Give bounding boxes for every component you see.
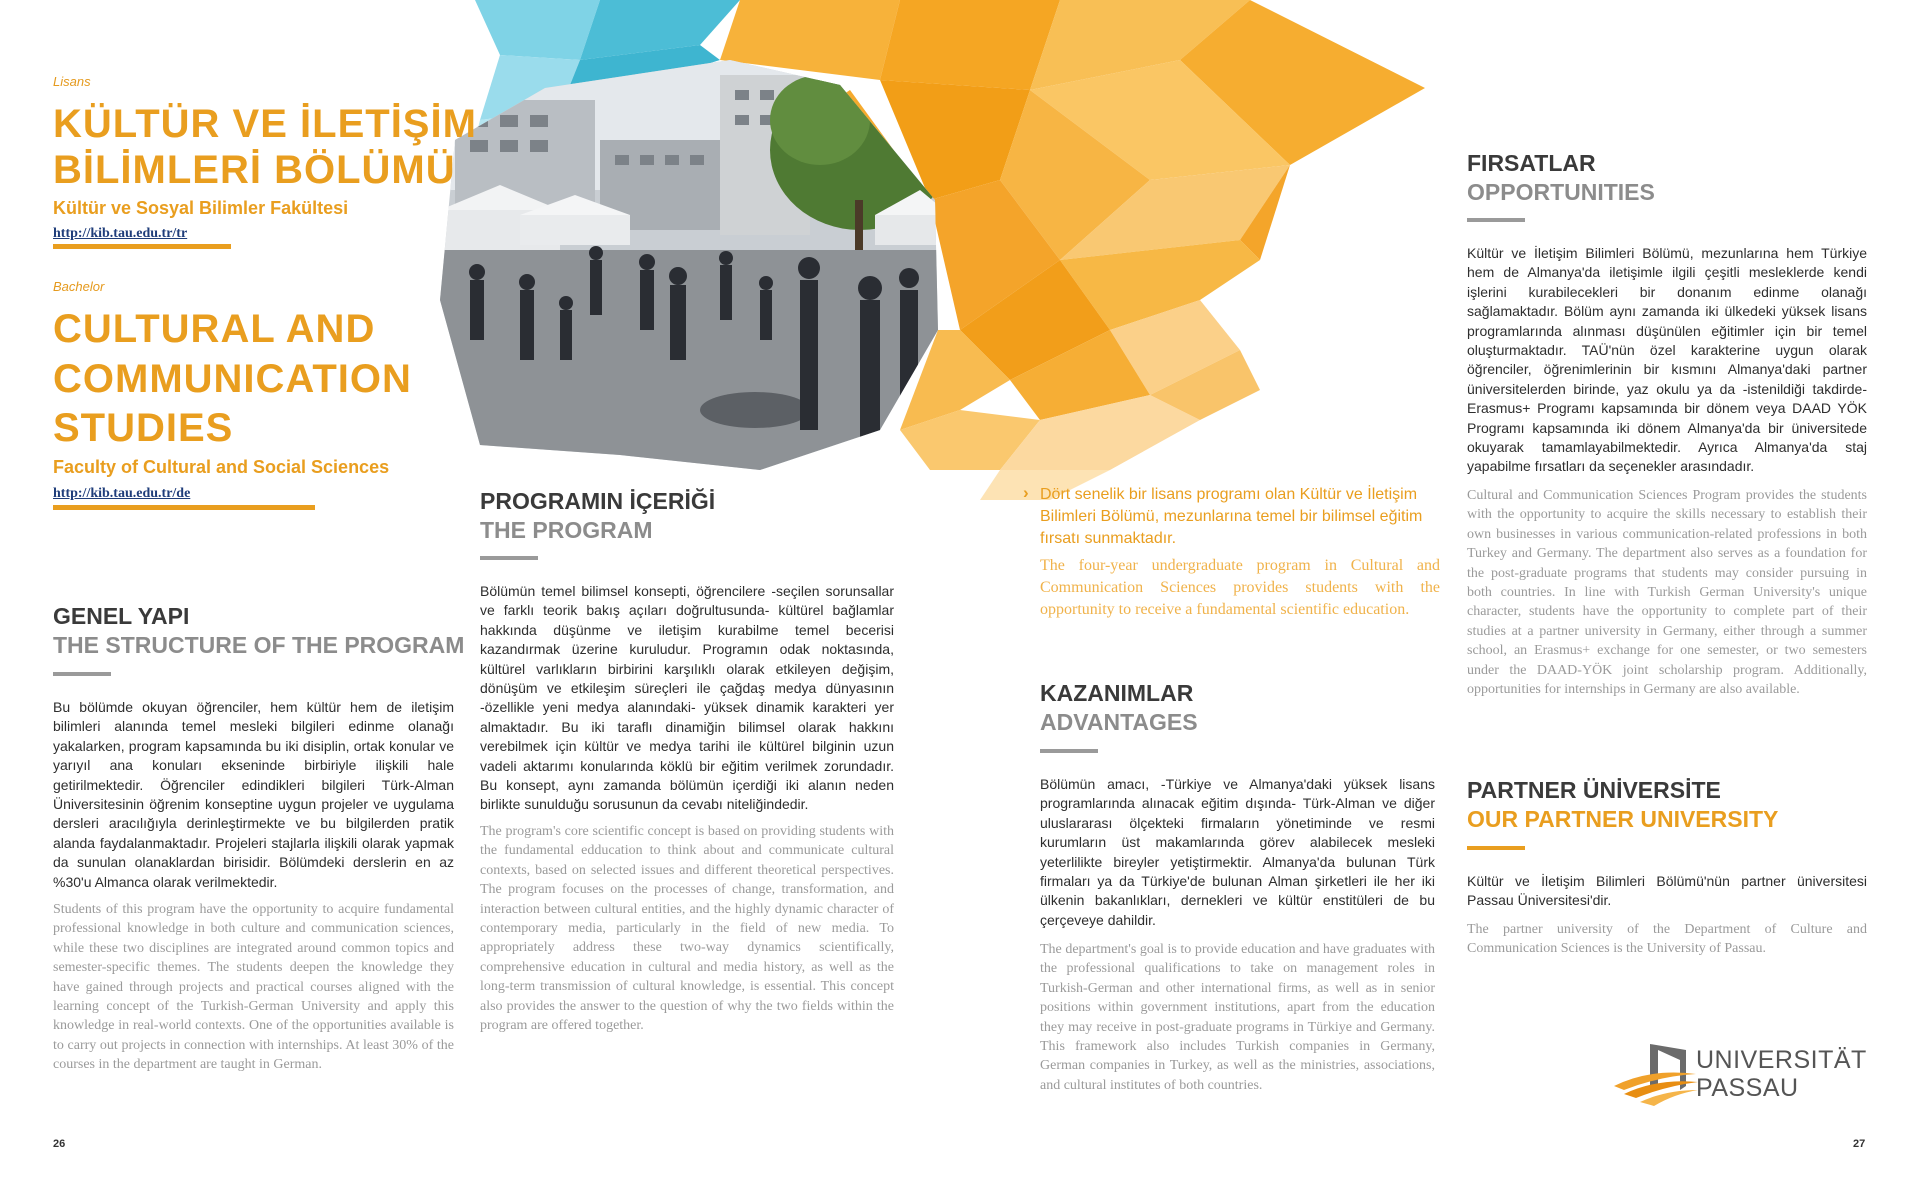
- advantages-text-en: The department's goal is to provide education and have graduates with the professional qualifications to take on management roles in Turkish-German and other international firms, as well as in senior positions within government institutions, apart from the education they may receive in post-graduate programs in Türkiye and Germany. This framework also includes Turkish companies in Germany, German companies in Turkey, as well as the ministries, associations, and cultural institutes of both countries.: [1040, 942, 1435, 1093]
- universitat-passau-logo: [1610, 1040, 1870, 1112]
- partner-text-en: The partner university of the Department of Culture and Communication Sciences is the University of Passau.: [1467, 922, 1867, 957]
- passau-logo-line2: PASSAU: [1696, 1074, 1799, 1102]
- structure-heading-en: THE STRUCTURE OF THE PROGRAM: [53, 632, 465, 658]
- campus-photo: [430, 50, 950, 480]
- tr-department-title-line1: KÜLTÜR VE İLETİŞİM: [53, 102, 477, 146]
- advantages-heading-rule: [1040, 749, 1098, 753]
- tr-department-link[interactable]: http://kib.tau.edu.tr/tr: [53, 226, 188, 241]
- program-heading-en: THE PROGRAM: [480, 517, 653, 543]
- program-heading-rule: [480, 556, 538, 560]
- advantages-heading-tr: KAZANIMLAR: [1040, 680, 1194, 706]
- structure-text-en: Students of this program have the opportunity to acquire fundamental professional knowledge in both culture and communication sciences, while these two disciplines are integrated around common topics and semester-specific themes. The students deepen the knowledge they have gained through projects and practical courses aligned with the learning concept of the Turkish-German University and apply this knowledge in real-world contexts. One of the opportunities available is to carry out projects in connection with internships. At least 30% of the courses in the department are taught in German.: [53, 902, 454, 1073]
- en-faculty-name: Faculty of Cultural and Social Sciences: [53, 457, 390, 477]
- opportunities-heading-rule: [1467, 218, 1525, 222]
- en-degree-label: Bachelor: [53, 279, 105, 294]
- program-text-tr: Bölümün temel bilimsel konsepti, öğrencilere -seçilen sorunsallar ve farklı teorik bakış açıları doğrultusunda- kültürel bağlamlar hakkında düşünme ve iletişim kurabilme temel becerisi kazandırmak üzerine kuruludur. Programın odak noktasında, kültürel varlıkların birbirini karşılıklı olarak etkileyen değişim, dönüşüm ve etkileşim süreçleri ile çağdaş medya dünyasının -özellikle yeni medya alanındaki- yüksek dinamik karakteri yer almaktadır. Bu iki taraflı dinamiğin bilimsel olarak hakkını verebilmek için kültür ve medya tarihi ile kültürel bilginin uzun vadeli aktarımı konularında köklü bir eğitim verilmek zorundadır. Bu konsept, aynı zamanda bölümün içerdiği iki alanın neden birlikte sunulduğu sorusunun da cevabı niteliğindedir.: [480, 583, 894, 813]
- en-department-title-line2: COMMUNICATION: [53, 357, 412, 401]
- tr-faculty-name: Kültür ve Sosyal Bilimler Fakültesi: [53, 198, 349, 218]
- partner-text-tr: Kültür ve İletişim Bilimleri Bölümü'nün partner üniversitesi Passau Üniversitesi'dir.: [1467, 873, 1867, 909]
- partner-heading-tr: PARTNER ÜNİVERSİTE: [1467, 777, 1721, 803]
- opportunities-heading-tr: FIRSATLAR: [1467, 150, 1596, 176]
- passau-logo-mark-icon: [1610, 1040, 1700, 1110]
- highlight-text-tr: Dört senelik bir lisans programı olan Kültür ve İletişim Bilimleri Bölümü, mezunlarına temel bir bilimsel eğitim fırsatı sunmaktadır.: [1040, 486, 1423, 547]
- passau-logo-line1: UNIVERSITÄT: [1696, 1046, 1867, 1074]
- page-number-right: 27: [1853, 1138, 1866, 1150]
- program-text-en: The program's core scientific concept is based on providing students with the fundamental edducation to think about and communicate cultural contexts, based on selected issues and different theoretical perspectives. The program focuses on the processes of change, transformation, and interaction between cultural entities, and the highly dynamic character of contemporary media, particularly in the field of new media. To appropriately address these two-way dynamics scientifically, comprehensive education in cultural and media history, as well as the long-term transmission of cultural knowledge, is essential. This concept also provides the answer to the question of why the two fields within the program are offered together.: [480, 824, 894, 1034]
- tr-department-title-line2: BİLİMLERİ BÖLÜMÜ: [53, 148, 456, 192]
- structure-text-tr: Bu bölümde okuyan öğrenciler, hem kültür hem de iletişim bilimleri alanında temel mesleki bilgileri edinme olanağı yakalarken, program kapsamında bu iki disiplin, ortak konular ve yarıyıl ana konuları ekseninde birbiriyle ilişkili hale getirilmektedir. Öğrenciler edindikleri bilgileri Türk-Alman Üniversitesinin öğrenim konseptine uygun projeler ve uygulama dersleri aracılığıyla derinleştirmekte ve bu bilgilerden pratik alanda faydalanmaktadır. Projeleri stajlarla ilişkili olarak yapmak da sunulan olanaklardan birisidir. Bölümdeki derslerin en az %30'u Almanca olarak verilmektedir.: [53, 699, 454, 890]
- en-department-title-line3: STUDIES: [53, 406, 234, 450]
- highlight-text-en: The four-year undergraduate program in Cultural and Communication Sciences provides students with the opportunity to receive a fundamental scientific education.: [1040, 557, 1440, 618]
- opportunities-text-en: Cultural and Communication Sciences Program provides the students with the opportunity to acquire the skills necessary to establish their own businesses in various communication-related professions in both Turkey and Germany. The department also serves as a foundation for the post-graduate programs that students may consider pursuing in both countries. In line with Turkish German University's unique character, students have the opportunity to complete part of their studies at a partner university in Germany, either through a summer school, an Erasmus+ exchange for one semester, or two semesters under the DAAD-YÖK joint scholarship program. Additionally, opportunities for internships in Germany are also available.: [1467, 488, 1867, 698]
- en-department-link[interactable]: http://kib.tau.edu.tr/de: [53, 486, 191, 501]
- program-heading-tr: PROGRAMIN İÇERİĞİ: [480, 488, 716, 514]
- tr-link-underline-bar: [53, 244, 231, 249]
- advantages-text-tr: Bölümün amacı, -Türkiye ve Almanya'daki yüksek lisans programlarında alınacak eğitim dışında- Türk-Alman ve diğer uluslararası ölçekteki firmaların yönetiminde ve resmi kurumların üst makamlarında görev alabilecek mesleki yeterlilikte bireyler yetiştirmektir. Almanya'da bulunan Türk firmaları ya da Türkiye'de bulunan Alman şirketleri ile her iki ülkenin bakanlıkları, dernekleri ve kültür enstitüleri de bu çerçeveye dahildir.: [1040, 776, 1435, 928]
- advantages-heading-en: ADVANTAGES: [1040, 709, 1198, 735]
- partner-heading-en: OUR PARTNER UNIVERSITY: [1467, 806, 1779, 832]
- tr-degree-label: Lisans: [53, 74, 91, 89]
- opportunities-text-tr: Kültür ve İletişim Bilimleri Bölümü, mezunlarına hem Türkiye hem de Almanya'da iletişimle ilgili çeşitli mesleklerde kendi işlerini kurabilecekleri bir donanım edinme olanağı sağlamaktadır. Bölüm aynı zamanda iki ülkedeki yüksek lisans programlarında alınması düşünülen eğitimler için bir temel oluşturmaktadır. TAÜ'nün özel karakterine uygun olarak öğrenciler, öğrenimlerinin bir kısmını Almanya'daki partner üniversitelerden birinde, yaz okulu ya da -istenildiği takdirde- Erasmus+ Programı kapsamında bir dönem veya DAAD YÖK Programı kapsamında iki dönem Almanya'da bir üniversitede okuyarak tamamlayabilmektedir. Ayrıca Almanya'da staj yapabilme fırsatları da seçenekler arasındadır.: [1467, 245, 1867, 475]
- structure-heading-rule: [53, 672, 111, 676]
- en-link-underline-bar: [53, 505, 315, 510]
- partner-heading-rule: [1467, 846, 1525, 850]
- opportunities-heading-en: OPPORTUNITIES: [1467, 179, 1655, 205]
- highlight-marker-icon: ›: [1023, 483, 1029, 502]
- page-number-left: 26: [53, 1138, 66, 1150]
- en-department-title-line1: CULTURAL AND: [53, 307, 376, 351]
- structure-heading-tr: GENEL YAPI: [53, 603, 190, 629]
